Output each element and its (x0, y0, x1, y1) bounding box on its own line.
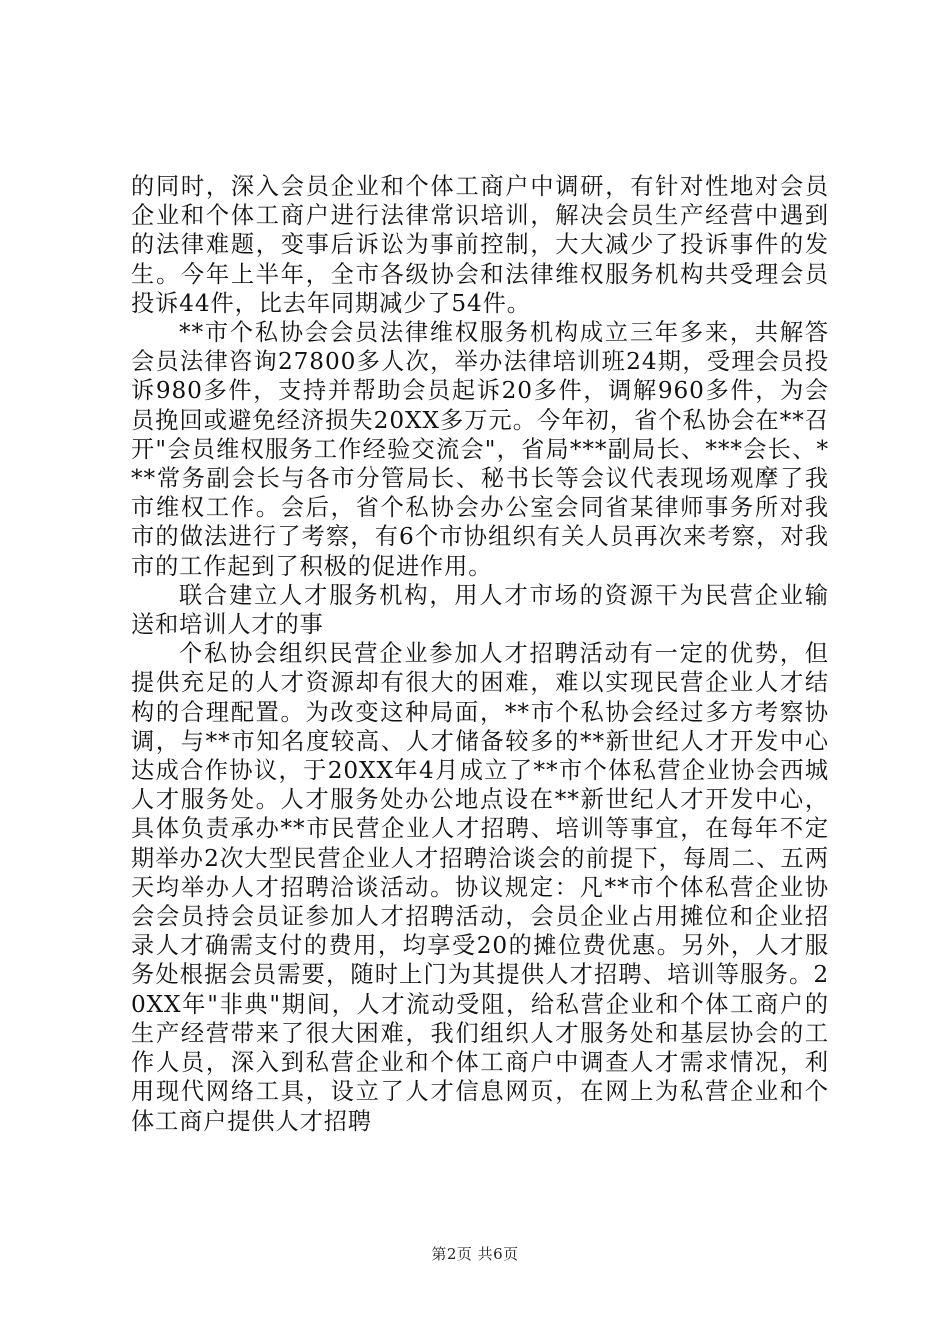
document-body (131, 172, 829, 1136)
page-number-footer: 第2页 共6页 (431, 1245, 519, 1263)
section-heading-talent-services: 联合建立人才服务机构，用人才市场的资源干为民营企业输送和培训人才的事 (131, 581, 829, 639)
paragraph-continued: 的同时，深入会员企业和个体工商户中调研，有针对性地对会员企业和个体工商户进行法律常识培训，解决会员生产经营中遇到的法律难题，变事后诉讼为事前控制，大大减少了投诉事件的发生。今年上半年，全市各级协会和法律维权服务机构共受理会员投诉44件，比去年同期减少了54件。 (131, 173, 829, 317)
paragraph-legal-services: **市个私协会会员法律维权服务机构成立三年多来，共解答会员法律咨询27800多人次，举办法律培训班24期，受理会员投诉980多件，支持并帮助会员起诉20多件，调解960多件，为会员挽回或避免经济损失20XX多万元。今年初，省个私协会在**召开"会员维权服务工作经验交流会"，省局***副局长、***会长、***常务副会长与各市分管局长、秘书长等会议代表现场观摩了我市维权工作。会后，省个私协会办公室会同省某律师事务所对我市的做法进行了考察，有6个市协组织有关人员再次来考察，对我市的工作起到了积极的促进作用。 (131, 319, 829, 580)
paragraph-talent-services: 个私协会组织民营企业参加人才招聘活动有一定的优势，但提供充足的人才资源却有很大的困难，难以实现民营企业人才结构的合理配置。为改变这种局面，**市个私协会经过多方考察协调，与**市知名度较高、人才储备较多的**新世纪人才开发中心达成合作协议，于20XX年4月成立了**市个体私营企业协会西城人才服务处。人才服务处办公地点设在**新世纪人才开发中心，具体负责承办**市民营企业人才招聘、培训等事宜，在每年不定期举办2次大型民营企业人才招聘洽谈会的前提下，每周二、五两天均举办人才招聘洽谈活动。协议规定：凡**市个体私营企业协会会员持会员证参加人才招聘活动，会员企业占用摊位和企业招录人才确需支付的费用，均享受20的摊位费优惠。另外，人才服务处根据会员需要，随时上门为其提供人才招聘、培训等服务。20XX年"非典"期间，人才流动受阻，给私营企业和个体工商户的生产经营带来了很大困难，我们组织人才服务处和基层协会的工作人员，深入到私营企业和个体工商户中调查人才需求情况，利用现代网络工具，设立了人才信息网页，在网上为私营企业和个体工商户提供人才招聘 (131, 640, 829, 1135)
